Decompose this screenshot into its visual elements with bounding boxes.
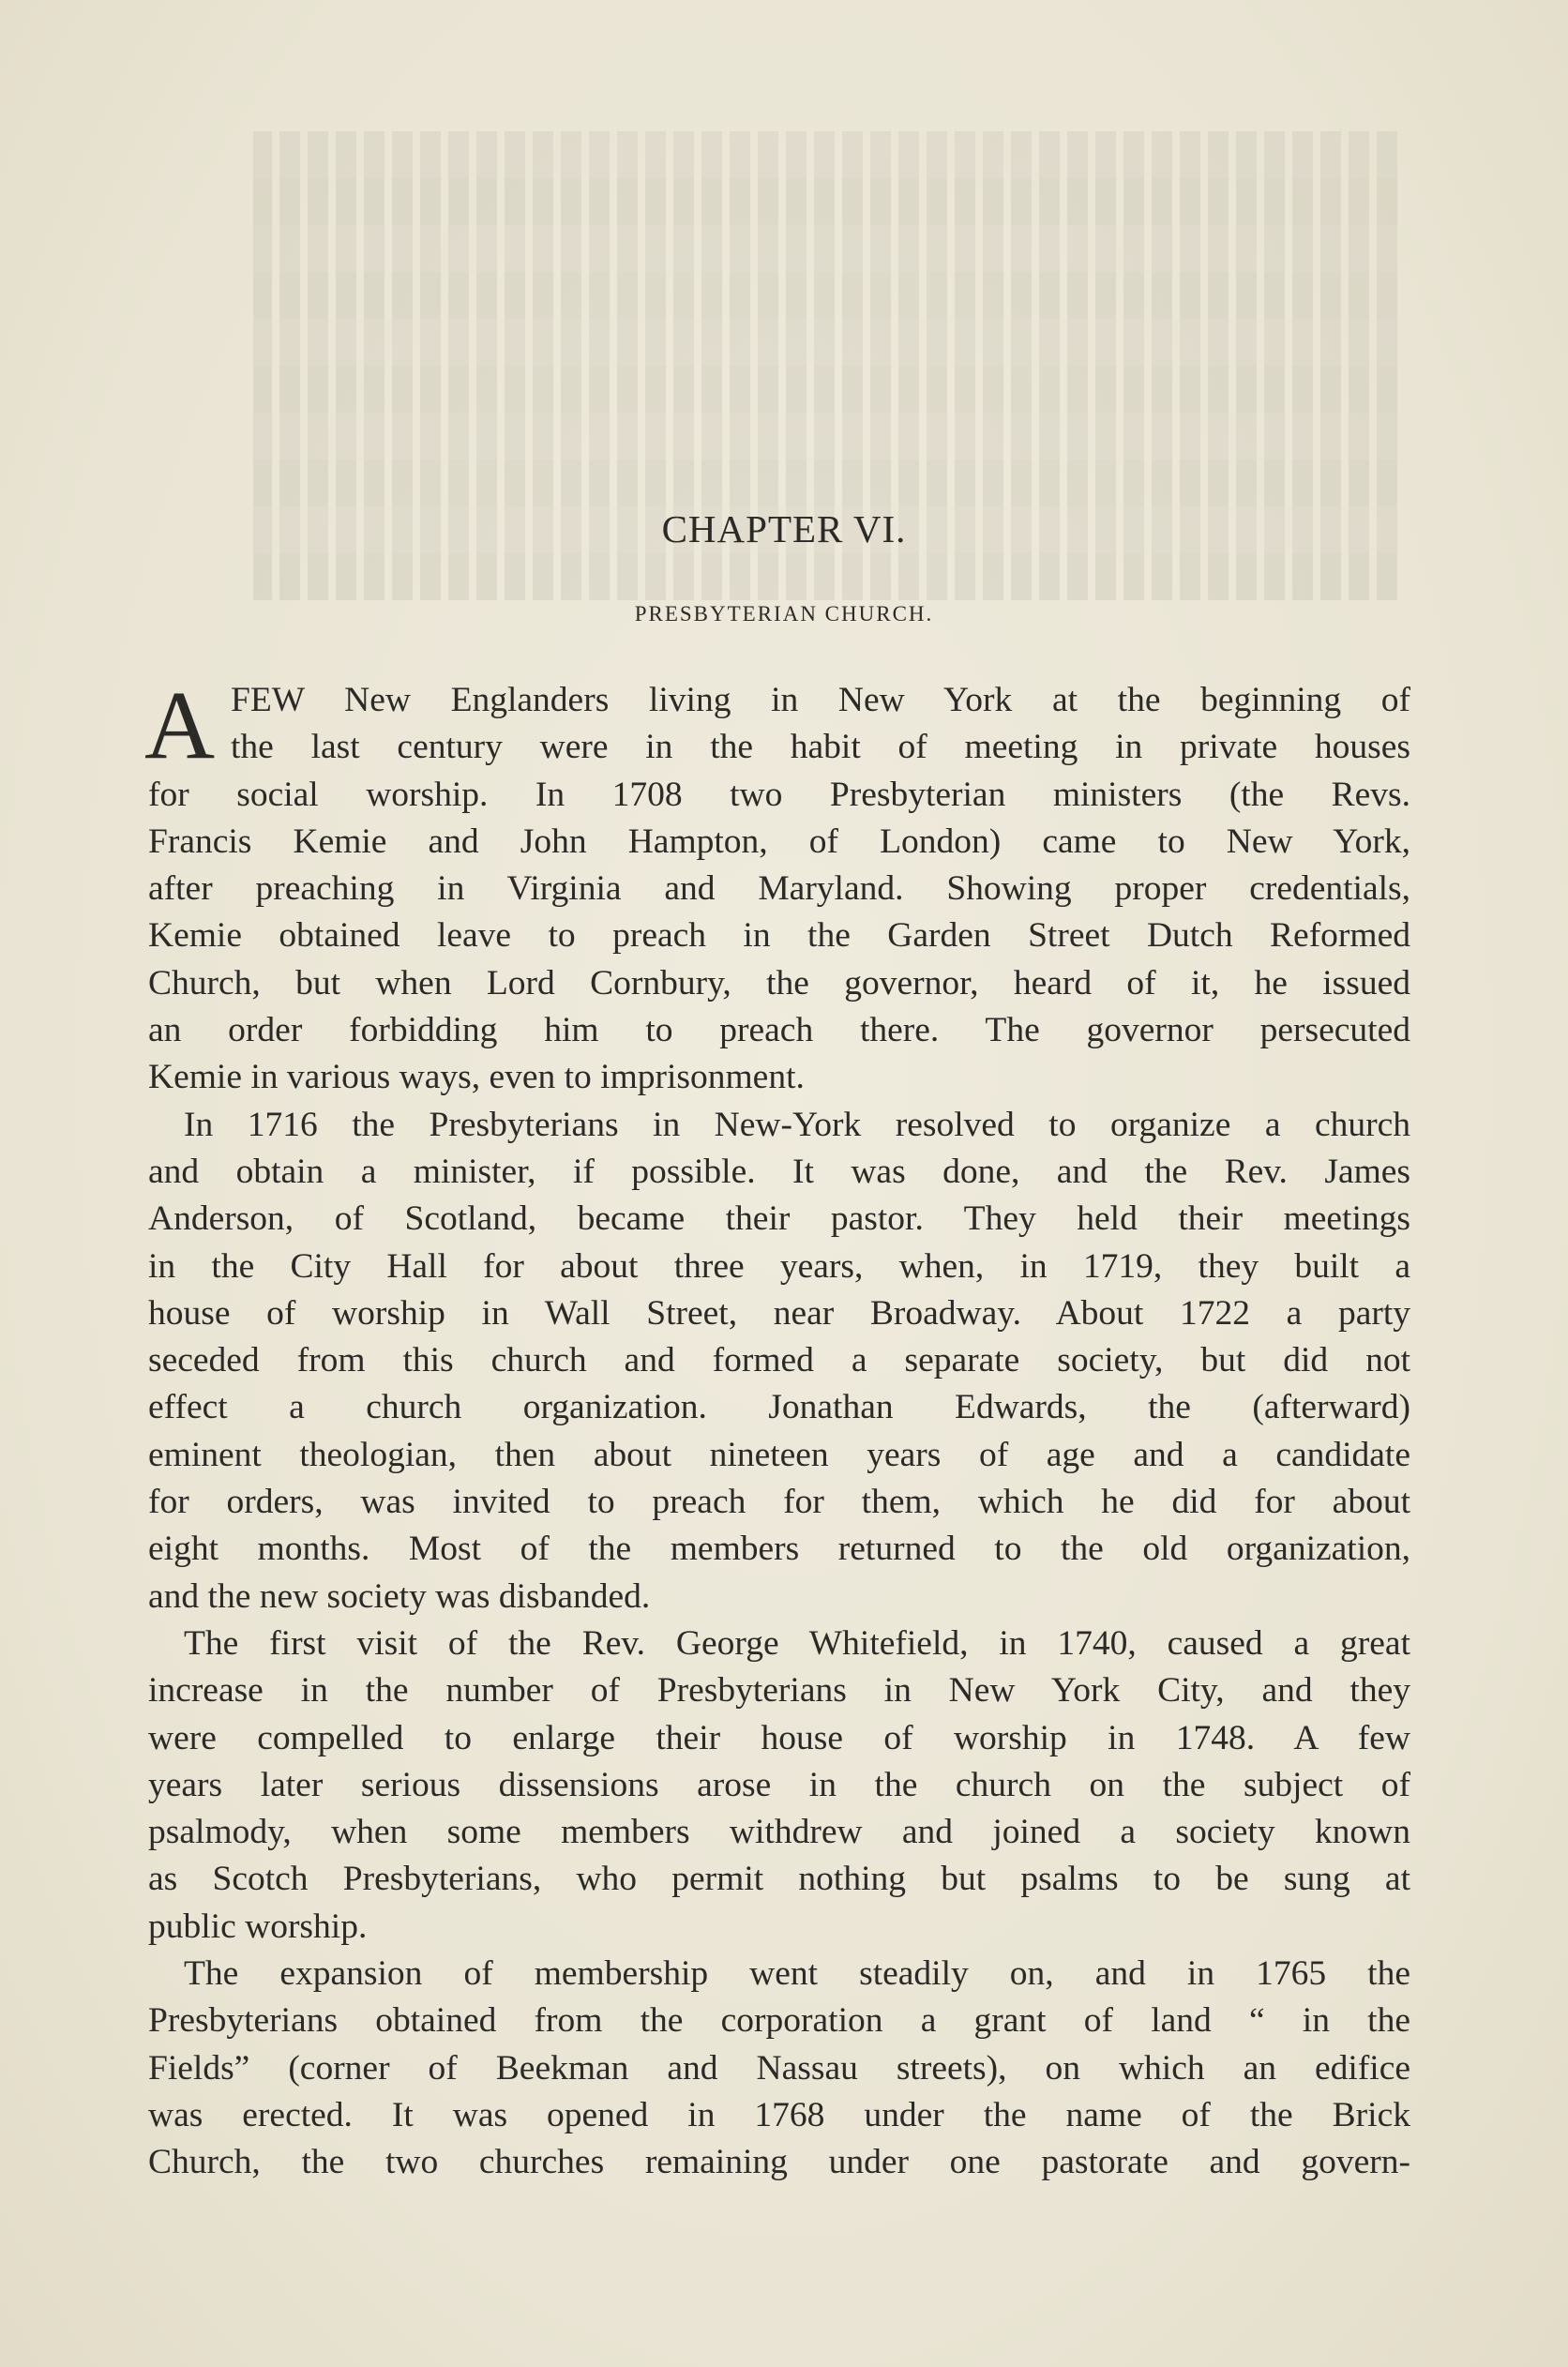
text-line: eminent theologian, then about nineteen years of age and a candidate (148, 1435, 1410, 1474)
text-line: house of worship in Wall Street, near Broadway. About 1722 a party (148, 1293, 1410, 1333)
text-line: years later serious dissensions arose in the church on the subject of (148, 1765, 1410, 1804)
text-line: FEW New Englanders living in New York at the beginning of (231, 681, 1410, 719)
text-line: was erected. It was opened in 1768 under the name of the Brick (148, 2095, 1410, 2134)
text-line: The expansion of membership went steadily on, and in 1765 the (184, 1954, 1410, 1994)
text-line: Fields” (corner of Beekman and Nassau streets), on which an edifice (148, 2048, 1410, 2088)
text-line: Kemie obtained leave to preach in the Garden Street Dutch Reformed (148, 916, 1410, 956)
text-line: for social worship. In 1708 two Presbyterian ministers (the Revs. (148, 775, 1410, 814)
text-line: an order forbidding him to preach there. The governor persecuted (148, 1011, 1410, 1050)
text-line: eight months. Most of the members returned to the old organization, (148, 1530, 1410, 1569)
text-line: and the new society was disbanded. (148, 1576, 651, 1616)
text-line: effect a church organization. Jonathan Edwards, the (afterward) (148, 1388, 1410, 1427)
text-line: Church, the two churches remaining under one pastorate and govern- (148, 2143, 1410, 2182)
text-line: in the City Hall for about three years, when, in 1719, they built a (148, 1246, 1410, 1286)
text-line: psalmody, when some members withdrew and joined a society known (148, 1813, 1410, 1852)
text-line: after preaching in Virginia and Maryland. Showing proper credentials, (148, 869, 1410, 909)
text-line: Presbyterians obtained from the corporation a grant of land “ in the (148, 2001, 1410, 2041)
text-line: The first visit of the Rev. George Whitefield, in 1740, caused a great (184, 1623, 1410, 1663)
text-line: and obtain a minister, if possible. It was done, and the Rev. James (148, 1152, 1410, 1191)
section-title: PRESBYTERIAN CHURCH. (634, 602, 934, 626)
text-line: Francis Kemie and John Hampton, of London) came to New York, (148, 822, 1410, 861)
text-line: public worship. (148, 1907, 368, 1946)
body-text (144, 671, 1410, 2187)
text-line: the last century were in the habit of meeting in private houses (231, 728, 1410, 767)
text-line: Kemie in various ways, even to imprisonment. (148, 1058, 805, 1097)
chapter-title: CHAPTER VI. (661, 507, 907, 550)
drop-cap: A (144, 671, 216, 779)
text-line: Church, but when Lord Cornbury, the governor, heard of it, he issued (148, 963, 1410, 1003)
text-line: increase in the number of Presbyterians in New York City, and they (148, 1671, 1410, 1711)
text-line: for orders, was invited to preach for them, which he did for about (148, 1483, 1410, 1522)
text-line: as Scotch Presbyterians, who permit nothing but psalms to be sung at (148, 1860, 1410, 1899)
text-line: seceded from this church and formed a separate society, but did not (148, 1341, 1410, 1380)
text-line: were compelled to enlarge their house of worship in 1748. A few (148, 1718, 1410, 1757)
text-line: Anderson, of Scotland, became their pastor. They held their meetings (148, 1199, 1410, 1239)
text-line: In 1716 the Presbyterians in New-York resolved to organize a church (184, 1105, 1410, 1144)
